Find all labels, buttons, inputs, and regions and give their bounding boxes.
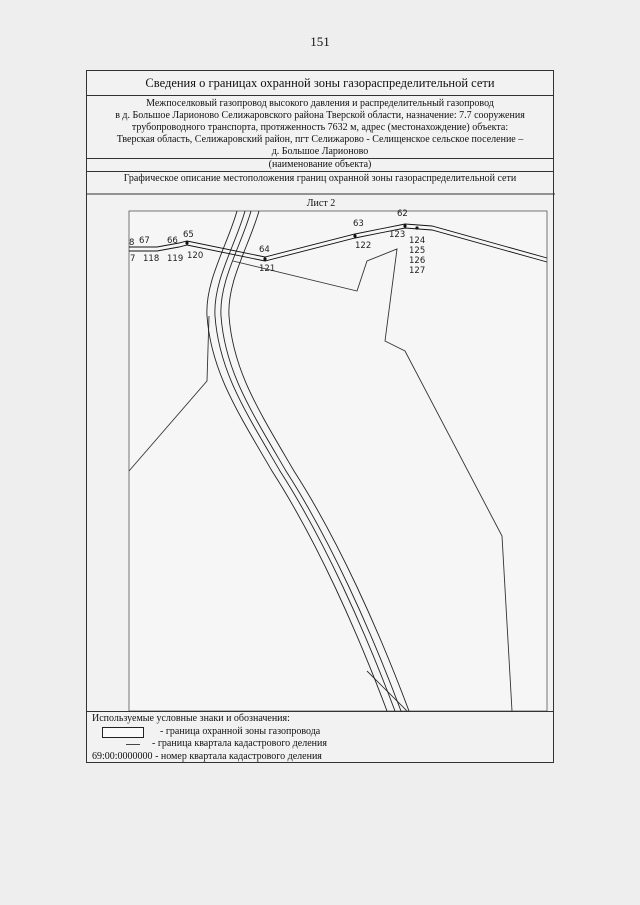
point-label: 118 <box>143 254 160 264</box>
document-title: Сведения о границах охранной зоны газораспределительной сети <box>87 71 553 96</box>
quarter-code: 69:00:0000000 <box>92 750 153 762</box>
point-label: 7 <box>130 254 136 264</box>
point-label: 62 <box>397 209 408 219</box>
point-label: 120 <box>187 251 204 261</box>
legend-quarter-number-text: - номер квартала кадастрового деления <box>155 750 322 762</box>
document-frame <box>86 70 554 763</box>
legend-title: Используемые условные знаки и обозначения: <box>92 713 290 724</box>
point-label: 8 <box>129 238 135 248</box>
point-label: 126 <box>409 256 426 266</box>
description-line: в д. Большое Ларионово Селижаровского района Тверской области, назначение: 7.7 сооружения <box>115 110 525 121</box>
legend-item-quarter-number <box>92 751 553 764</box>
legend-item-quarter <box>92 738 553 751</box>
description-line: Тверская область, Селижаровский район, пгт Селижарово - Селищенское сельское поселение – <box>116 134 524 145</box>
point-label: 122 <box>355 241 372 251</box>
legend-zone-text: - граница охранной зоны газопровода <box>160 725 321 737</box>
cadastral-map <box>87 71 555 711</box>
object-name-caption: (наименование объекта) <box>87 159 553 172</box>
point-label: 124 <box>409 236 426 246</box>
description-line: Межпоселковый газопровод высокого давления и распределительный газопровод <box>146 98 494 109</box>
point-label: 123 <box>389 230 406 240</box>
description-line: трубопроводного транспорта, протяженность 7632 м, адрес (местонахождение) объекта: <box>131 122 509 133</box>
point-label: 121 <box>259 264 276 274</box>
graphic-caption: Графическое описание местоположения границ охранной зоны газораспределительной сети <box>123 173 517 184</box>
legend-item-zone <box>92 726 553 739</box>
point-label: 65 <box>183 230 194 240</box>
point-label: 64 <box>259 245 270 255</box>
zone-boundary-symbol <box>102 727 144 738</box>
legend-quarter-text: - граница квартала кадастрового деления <box>152 738 327 749</box>
point-label: 125 <box>409 246 426 256</box>
point-label: 66 <box>167 236 178 246</box>
sheet-label: Лист 2 <box>306 198 336 209</box>
page-number: 151 <box>310 34 330 49</box>
legend <box>87 711 553 763</box>
point-label: 119 <box>167 254 184 264</box>
quarter-boundary-symbol <box>126 744 140 745</box>
description-line: д. Большое Ларионово <box>271 146 369 157</box>
point-label: 67 <box>139 236 150 246</box>
point-label: 63 <box>353 219 364 229</box>
point-label: 127 <box>409 266 426 276</box>
